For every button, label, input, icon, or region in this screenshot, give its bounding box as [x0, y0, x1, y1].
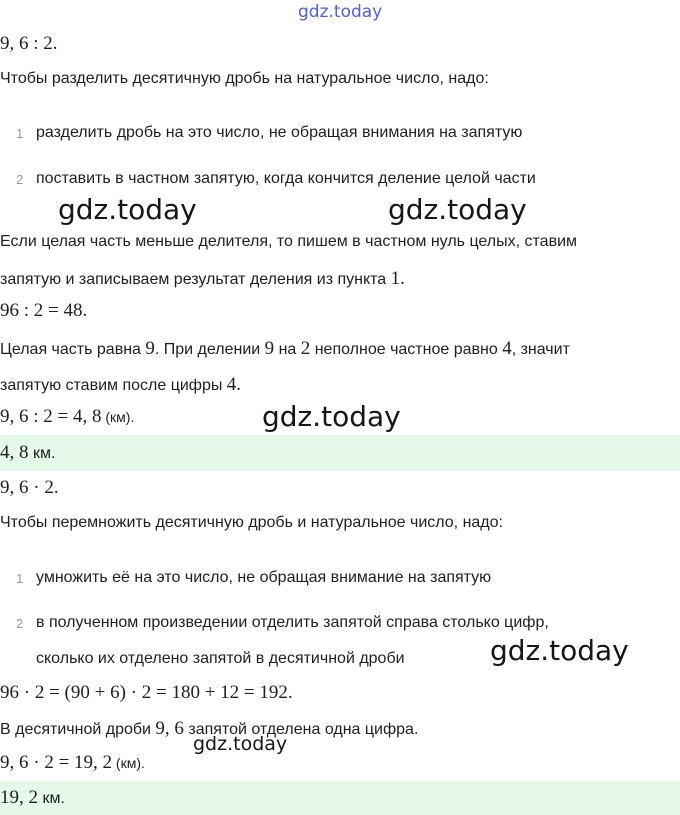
- math-value: 9: [264, 338, 275, 359]
- answer-unit: км.: [38, 790, 65, 807]
- unit: (км).: [101, 409, 135, 425]
- watermark: gdz.today: [193, 733, 288, 755]
- explanation: [0, 718, 418, 740]
- step-number: 1: [16, 571, 24, 586]
- step-text: сколько их отделено запятой в десятичной дроби: [36, 650, 405, 667]
- explanation: [0, 374, 241, 396]
- math-value: 4.: [226, 374, 242, 395]
- step-text: разделить дробь на это число, не обращая внимания на запятую: [36, 124, 523, 141]
- answer: [0, 442, 55, 464]
- math-value: 4: [502, 338, 512, 359]
- watermark: gdz.today: [490, 634, 629, 667]
- calculation: 96 : 2 = 48.: [0, 300, 88, 321]
- math-value: 2: [300, 338, 311, 359]
- expression: 9, 6 : 2.: [0, 33, 58, 54]
- step-number: 2: [16, 172, 24, 187]
- answer: [0, 787, 65, 809]
- answer-band-1: [0, 435, 680, 471]
- step-text: в полученном произведении отделить запятой справа столько цифр,: [36, 614, 549, 631]
- step-ref: 1.: [390, 268, 405, 289]
- rule-intro: Чтобы разделить десятичную дробь на натуральное число, надо:: [0, 70, 489, 87]
- unit: (км).: [112, 755, 145, 771]
- answer-band-2: [0, 781, 680, 815]
- calculation: 96 · 2 = (90 + 6) · 2 = 180 + 12 = 192.: [0, 682, 293, 703]
- explanation-part: на: [274, 341, 301, 358]
- explanation-part: запятую ставим после цифры: [0, 377, 227, 394]
- explanation-part: запятой отделена одна цифра.: [183, 721, 419, 738]
- explanation-part: В десятичной дроби: [0, 721, 156, 738]
- answer-value: 19, 2: [0, 787, 38, 808]
- result-expression: [0, 406, 134, 428]
- explanation-part: , значит: [511, 341, 570, 358]
- rule-text: [0, 268, 405, 290]
- answer-value: 4, 8: [0, 442, 29, 463]
- math-value: 9, 6 · 2 = 19, 2: [0, 752, 113, 773]
- step-number: 2: [16, 616, 24, 631]
- math-value: 9: [145, 338, 155, 359]
- explanation: [0, 338, 570, 360]
- step-text: умножить её на это число, не обращая внимание на запятую: [36, 569, 492, 586]
- rule-text-part: запятую и записываем результат деления из пункта: [0, 271, 391, 288]
- watermark-top: gdz.today: [298, 2, 383, 22]
- answer-unit: км.: [28, 445, 56, 462]
- watermark: gdz.today: [58, 193, 197, 226]
- math-value: 9, 6 : 2 = 4, 8: [0, 406, 102, 427]
- explanation-part: . При делении: [154, 341, 265, 358]
- rule-text: Если целая часть меньше делителя, то пишем в частном нуль целых, ставим: [0, 233, 578, 250]
- step-text: поставить в частном запятую, когда кончится деление целой части: [36, 170, 536, 187]
- expression: 9, 6 · 2.: [0, 477, 59, 498]
- rule-intro: Чтобы перемножить десятичную дробь и натуральное число, надо:: [0, 514, 503, 531]
- result-expression: [0, 752, 145, 774]
- explanation-part: неполное частное равно: [310, 341, 503, 358]
- watermark: gdz.today: [262, 400, 401, 433]
- math-value: 9, 6: [155, 718, 184, 739]
- step-number: 1: [16, 126, 24, 141]
- watermark: gdz.today: [388, 193, 527, 226]
- explanation-part: Целая часть равна: [0, 341, 146, 358]
